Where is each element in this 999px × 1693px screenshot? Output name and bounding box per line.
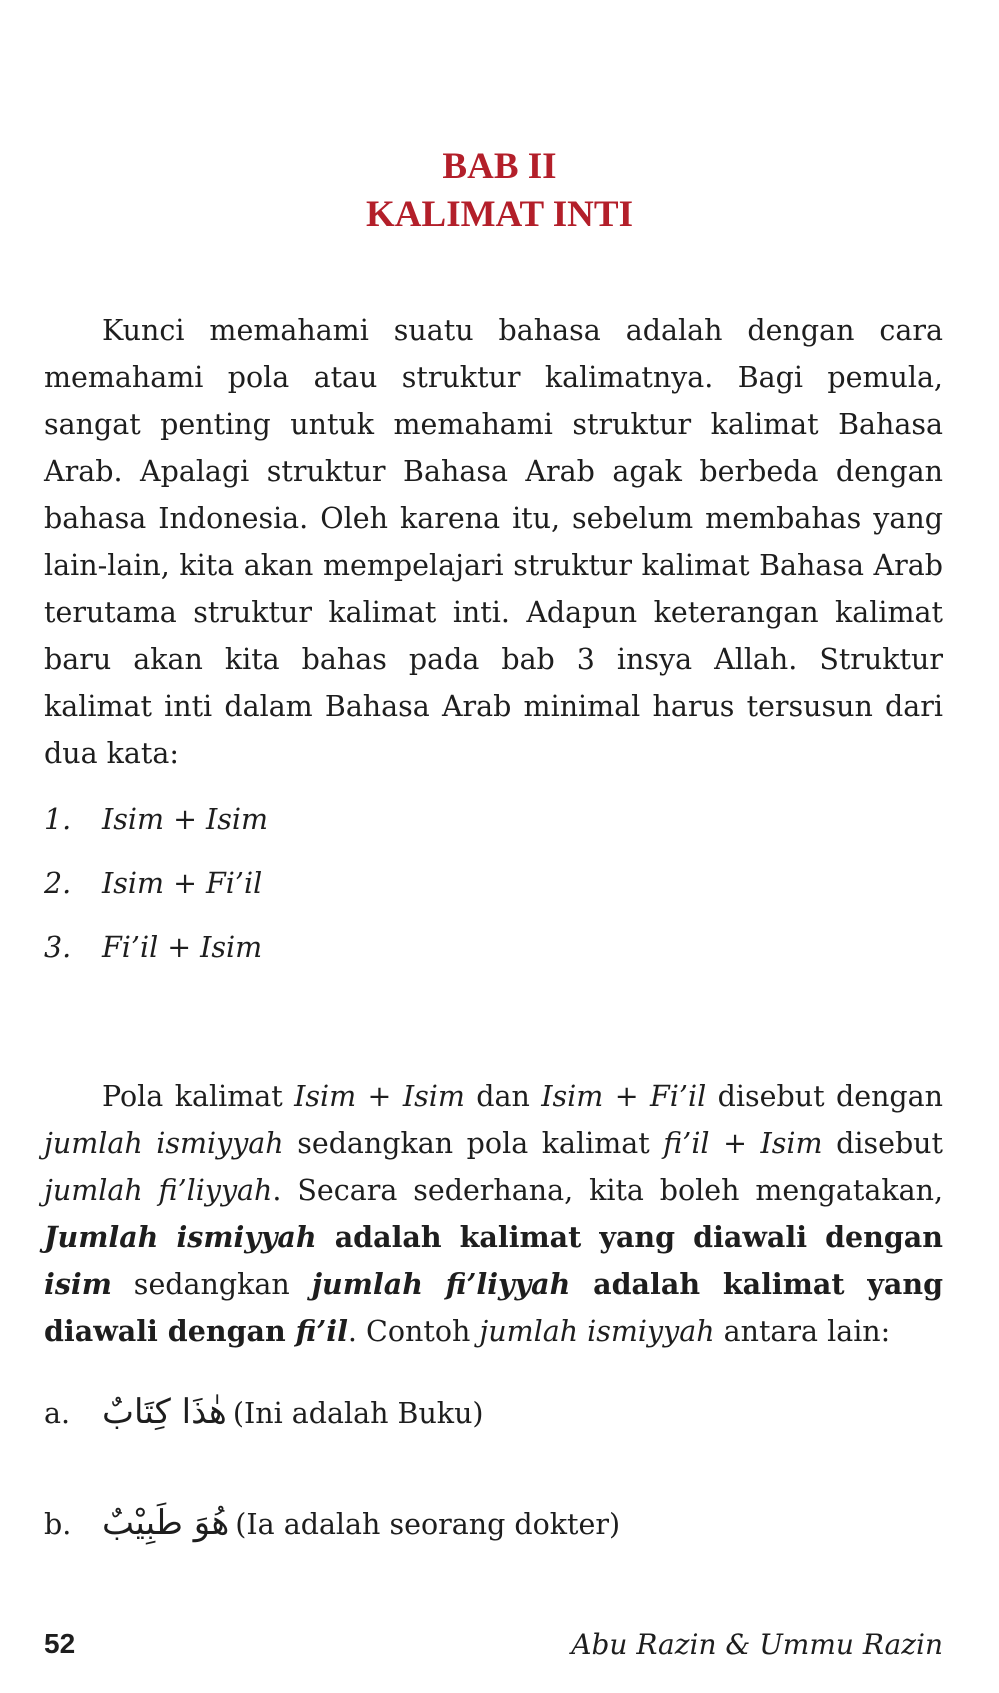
example-translation: (Ia adalah seorang dokter)	[235, 1508, 621, 1541]
text-run: . Secara sederhana, kita boleh mengatakan,	[272, 1174, 943, 1207]
intro-paragraph	[44, 307, 943, 777]
page-number: 52	[44, 1628, 76, 1659]
example-translation: (Ini adalah Buku)	[232, 1397, 484, 1430]
example-item	[44, 1503, 620, 1543]
text-run-italic: fi’il + Isim	[663, 1127, 823, 1160]
list-item-text: Fi’il + Isim	[102, 931, 263, 964]
text-run-italic: Isim + Isim	[294, 1080, 465, 1113]
list-item-text: Isim + Fi’il	[102, 867, 263, 900]
text-run-bold-italic: isim	[44, 1267, 112, 1301]
list-item	[44, 931, 262, 964]
list-item	[44, 803, 268, 836]
list-item	[44, 867, 262, 900]
list-item-number: 2.	[44, 867, 72, 900]
text-run: antara lain:	[714, 1315, 891, 1348]
example-item	[44, 1392, 484, 1432]
text-run-italic: jumlah fi’liyyah	[44, 1174, 273, 1207]
example-label: a.	[44, 1397, 71, 1430]
text-run: dan	[464, 1080, 542, 1113]
text-run: sedangkan	[111, 1268, 312, 1301]
chapter-number: BAB II	[442, 146, 557, 187]
text-run-italic: Isim + Fi’il	[541, 1080, 707, 1113]
text-run-italic: jumlah ismiyyah	[479, 1315, 715, 1348]
text-run-bold: adalah kalimat yang diawali dengan	[316, 1220, 943, 1254]
list-item-number: 1.	[44, 803, 72, 836]
text-run-italic: jumlah ismiyyah	[44, 1127, 284, 1160]
intro-paragraph-text: Kunci memahami suatu bahasa adalah dengan cara memahami pola atau struktur kalimatnya. Bagi pemula, sangat penting untuk memahami struktur kalimat Bahasa Arab. Apalagi struktur Bahasa Arab agak berbeda dengan bahasa Indonesia. Oleh karena itu, sebelum membahas yang lain-lain, kita akan mempelajari struktur kalimat Bahasa Arab terutama struktur kalimat inti. Adapun keterangan kalimat baru akan kita bahas pada bab 3 insya Allah. Struktur kalimat inti dalam Bahasa Arab minimal harus tersusun dari dua kata:	[44, 314, 943, 770]
arabic-example: هُوَ طَبِيْبٌ	[102, 1503, 230, 1543]
arabic-example: هٰذَا كِتَابٌ	[102, 1392, 227, 1432]
text-run-bold: adalah kalimat yang diawali dengan	[44, 1267, 943, 1348]
text-run: Pola kalimat	[102, 1080, 295, 1113]
chapter-title: KALIMAT INTI	[366, 194, 633, 235]
text-run-bold-italic: Jumlah ismiyyah	[44, 1220, 317, 1254]
text-run-bold-italic: jumlah fi’liyyah	[311, 1267, 571, 1301]
text-run: disebut dengan	[706, 1080, 944, 1113]
text-run: disebut	[822, 1127, 943, 1160]
list-item-text: Isim + Isim	[102, 803, 269, 836]
running-footer-authors: Abu Razin & Ummu Razin	[571, 1628, 943, 1661]
definition-paragraph	[44, 1073, 943, 1355]
list-item-number: 3.	[44, 931, 72, 964]
text-run-bold-italic: fi’il	[295, 1314, 348, 1348]
text-run: sedangkan pola kalimat	[283, 1127, 664, 1160]
text-run: . Contoh	[347, 1315, 480, 1348]
example-label: b.	[44, 1508, 72, 1541]
